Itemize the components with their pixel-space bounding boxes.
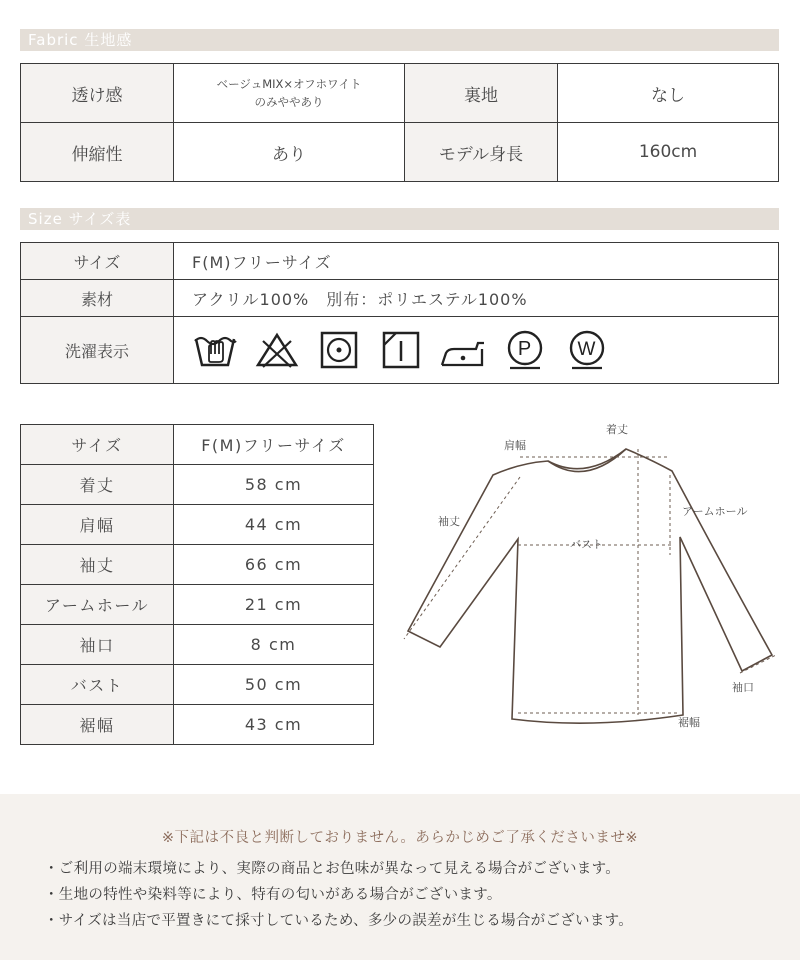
notice-box [0,794,800,960]
hand-wash-icon [192,329,238,371]
size-info-table [20,242,779,384]
measure-value: 50 cm [174,665,374,705]
bust-label: バスト [570,539,603,551]
length-label: 着丈 [606,424,628,436]
measure-label: アームホール [21,585,174,625]
garment-diagram [400,415,780,735]
measure-header-label: サイズ [21,425,174,465]
table-row [21,280,779,317]
wet-clean-w-icon [564,329,610,371]
care-label: 洗濯表示 [21,317,174,384]
stretch-value: あり [174,123,405,182]
measurement-table [20,424,374,745]
sheerness-label: 透け感 [21,64,174,123]
table-row [21,243,779,280]
armhole-label: アームホール [682,506,748,518]
fabric-table [20,63,779,182]
list-item: ・生地の特性や染料等により、特有の匂いがある場合がございます。 [44,887,502,903]
measure-value: 44 cm [174,505,374,545]
sheerness-value-line1: ベージュMIX×オフホワイト [216,77,362,91]
sleeve-line [404,477,520,639]
dry-clean-p-icon [502,329,548,371]
table-row [21,665,374,705]
table-row [21,64,779,123]
model-height-value: 160cm [558,123,779,182]
list-item: ・サイズは当店で平置きにて採寸しているため、多少の誤差が生じる場合がございます。 [44,913,634,929]
sleeve-label: 袖丈 [438,516,460,528]
care-icons-cell [174,317,779,384]
notice-list [44,856,633,934]
size-value: F(M)フリーサイズ [174,243,779,280]
measure-label: 裾幅 [21,705,174,745]
material-label: 素材 [21,280,174,317]
tumble-dry-icon [316,329,362,371]
size-label: サイズ [21,243,174,280]
measure-value: 43 cm [174,705,374,745]
measure-header-value: F(M)フリーサイズ [174,425,374,465]
list-item: ・ご利用の端末環境により、実際の商品とお色味が異なって見える場合がございます。 [44,861,621,877]
table-header-row [21,425,374,465]
measure-value: 58 cm [174,465,374,505]
fabric-section-header: Fabric 生地感 [20,29,779,51]
measure-value: 21 cm [174,585,374,625]
measure-label: 着丈 [21,465,174,505]
cuff-label: 袖口 [732,682,754,694]
table-row [21,585,374,625]
measure-label: 袖丈 [21,545,174,585]
shoulder-label: 肩幅 [504,440,526,452]
model-height-label: モデル身長 [405,123,558,182]
no-bleach-icon [254,329,300,371]
table-row [21,505,374,545]
material-value: アクリル100% 別布：ポリエステル100% [174,280,779,317]
cuff-line [740,655,776,673]
measure-label: 袖口 [21,625,174,665]
measure-value: 8 cm [174,625,374,665]
table-row [21,705,374,745]
table-row [21,123,779,182]
table-row [21,317,779,384]
table-row [21,625,374,665]
care-icons [192,329,777,371]
sheerness-value-line2: のみややあり [254,95,324,109]
w-letter: W [577,339,597,360]
line-dry-shade-icon [378,329,424,371]
stretch-label: 伸縮性 [21,123,174,182]
table-row [21,545,374,585]
size-section-header: Size サイズ表 [20,208,779,230]
notice-title: ※下記は不良と判断しておりません。あらかじめご了承くださいませ※ [161,830,639,846]
measure-value: 66 cm [174,545,374,585]
measure-label: バスト [21,665,174,705]
iron-low-icon [440,329,486,371]
garment-outline [408,449,772,723]
p-letter: P [517,338,533,360]
hem-label: 裾幅 [678,717,700,729]
sheerness-value [174,64,405,123]
measure-label: 肩幅 [21,505,174,545]
table-row [21,465,374,505]
lining-label: 裏地 [405,64,558,123]
lining-value: なし [558,64,779,123]
